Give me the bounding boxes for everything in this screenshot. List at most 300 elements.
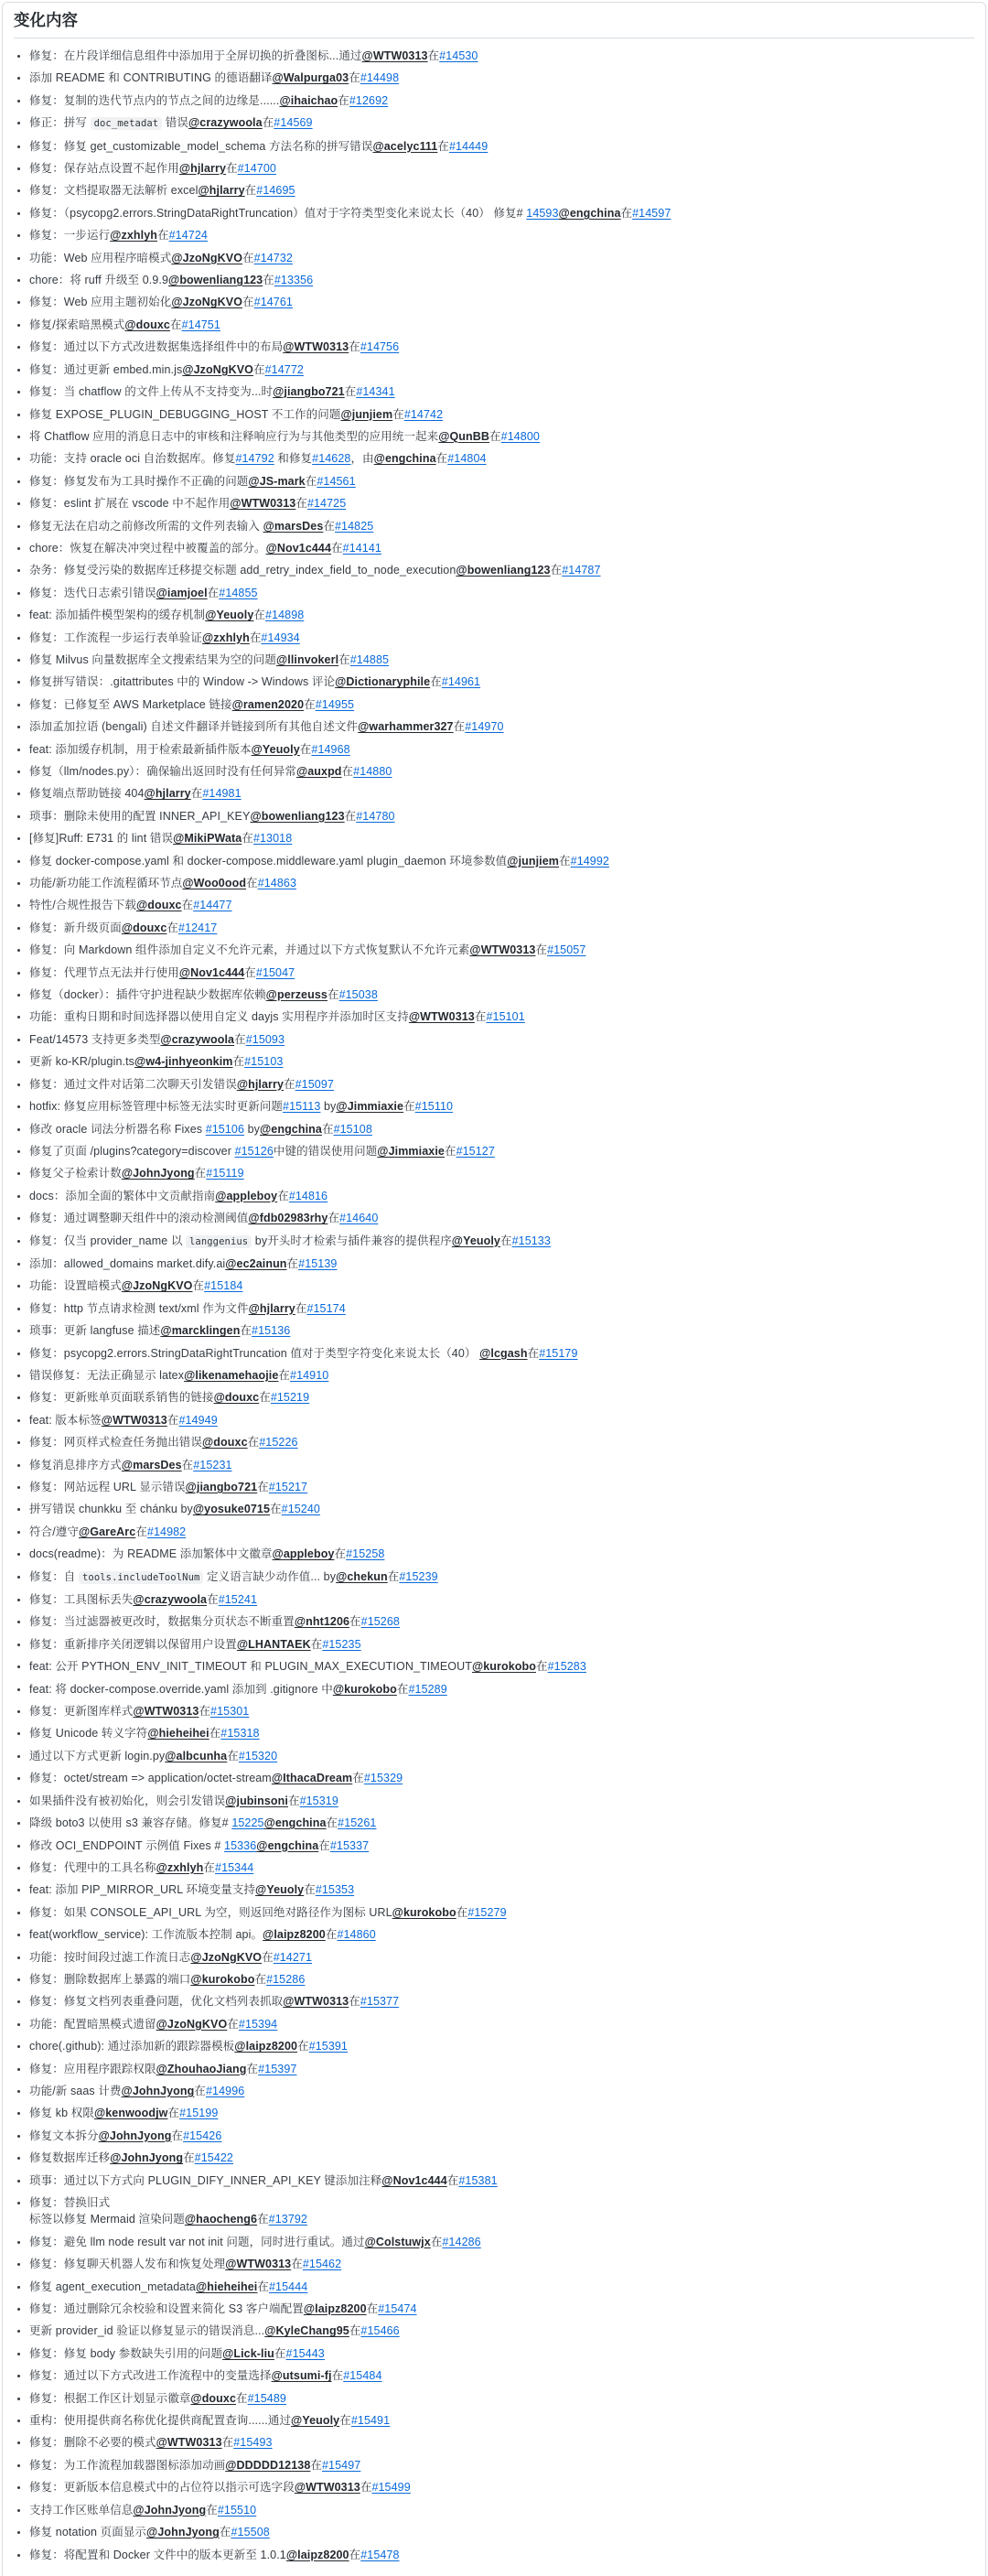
issue-link[interactable]: #14530 xyxy=(439,49,478,62)
user-link[interactable]: @WTW0313 xyxy=(133,1705,199,1719)
user-link[interactable]: @fdb02983rhy xyxy=(248,1212,328,1225)
user-link[interactable]: @llinvokerl xyxy=(275,652,339,666)
user-link[interactable]: @Jimmiaxie xyxy=(336,1100,404,1114)
issue-link[interactable]: #15422 xyxy=(194,2151,233,2165)
issue-link[interactable]: #15258 xyxy=(346,1547,385,1561)
change-text: 修复：迭代日志索引错误 xyxy=(29,586,156,599)
user-link[interactable]: @douxc xyxy=(135,899,182,912)
user-link[interactable]: @Yeuoly xyxy=(451,1234,500,1247)
user-link[interactable]: @engchina xyxy=(373,452,436,466)
user-link[interactable]: @yosuke0715 xyxy=(192,1503,271,1516)
user-link[interactable]: @Nov1c444 xyxy=(381,2173,447,2187)
user-link[interactable]: @crazywoola xyxy=(188,116,263,130)
user-link[interactable]: @JohnJyong xyxy=(110,2151,184,2165)
user-link[interactable]: @nht1206 xyxy=(294,1615,350,1629)
user-link[interactable]: @DDDDD12138 xyxy=(225,2458,311,2472)
user-link[interactable]: @Lick-liu xyxy=(222,2346,274,2360)
change-text: 修复：在片段详细信息组件中添加用于全屏切换的折叠图标...通过 xyxy=(29,49,362,62)
issue-link[interactable]: #15199 xyxy=(179,2107,219,2120)
user-link[interactable]: @Yeuoly xyxy=(255,1883,305,1897)
user-link[interactable]: @Yeuoly xyxy=(205,609,254,622)
change-item xyxy=(29,317,974,333)
user-link[interactable]: @ZhouhaoJiang xyxy=(156,2062,247,2075)
issue-link[interactable]: #14910 xyxy=(290,1368,329,1382)
change-item xyxy=(29,2256,974,2272)
issue-link[interactable]: #15108 xyxy=(333,1122,372,1136)
user-link[interactable]: @kurokobo xyxy=(190,1972,255,1986)
change-text: 在 xyxy=(221,2436,234,2450)
user-link[interactable]: @hjlarry xyxy=(236,1077,285,1091)
issue-link[interactable]: #14628 xyxy=(312,452,351,466)
issue-link[interactable]: #15179 xyxy=(539,1346,578,1360)
issue-link[interactable]: #15289 xyxy=(408,1682,447,1696)
user-link[interactable]: @WTW0313 xyxy=(156,2436,222,2450)
issue-link[interactable]: #14449 xyxy=(448,139,489,153)
issue-link[interactable]: #14949 xyxy=(178,1413,218,1427)
issue-link[interactable]: #15377 xyxy=(360,1995,400,2009)
issue-link[interactable]: #14961 xyxy=(441,675,481,689)
issue-link[interactable]: #14725 xyxy=(306,497,347,511)
issue-link[interactable]: #15261 xyxy=(338,1816,377,1830)
user-link[interactable]: @junjiem xyxy=(340,407,393,421)
user-link[interactable]: @lcgash xyxy=(479,1346,528,1360)
issue-link[interactable]: #15329 xyxy=(363,1772,403,1785)
change-text: 修复 docker-compose.yaml 和 docker-compose.middleware.yaml plugin_daemon 环境参数值 xyxy=(29,854,508,868)
issue-link[interactable]: #14597 xyxy=(632,206,671,220)
change-text: 在 xyxy=(489,429,501,443)
issue-link[interactable]: #15283 xyxy=(547,1660,586,1674)
issue-link[interactable]: #15489 xyxy=(247,2391,286,2405)
issue-link[interactable]: #14724 xyxy=(168,229,208,243)
change-item xyxy=(29,1277,974,1294)
user-link[interactable]: @appleboy xyxy=(272,1547,335,1561)
issue-link[interactable]: #13018 xyxy=(252,832,293,846)
issue-link[interactable]: #15508 xyxy=(231,2526,270,2539)
issue-link[interactable]: #15478 xyxy=(360,2548,400,2561)
user-link[interactable]: @engchina xyxy=(558,206,621,220)
issue-link[interactable]: #15474 xyxy=(378,2302,417,2316)
change-item xyxy=(29,205,974,221)
change-text: chore(.github): 通过添加新的跟踪器模板 xyxy=(29,2040,235,2053)
issue-link[interactable]: #15320 xyxy=(238,1749,278,1762)
change-text: 在 xyxy=(157,229,169,243)
issue-link[interactable]: 15336 xyxy=(224,1838,257,1852)
change-text: 在 xyxy=(247,1436,260,1450)
user-link[interactable]: @perzeuss xyxy=(265,988,328,1002)
change-text: 修复：重新排序关闭逻辑以保留用户设置 xyxy=(29,1637,237,1651)
change-item xyxy=(29,785,974,802)
change-text: 修复：复制的迭代节点内的节点之间的边缘是...... xyxy=(29,93,280,107)
user-link[interactable]: @IthacaDream xyxy=(271,1772,353,1785)
issue-link[interactable]: #14271 xyxy=(273,1950,313,1964)
change-item xyxy=(29,1681,974,1698)
user-link[interactable]: @bowenliang123 xyxy=(168,274,263,287)
user-link[interactable]: @Dictionaryphile xyxy=(335,675,431,689)
issue-link[interactable]: #13792 xyxy=(268,2213,307,2226)
issue-link[interactable]: #14880 xyxy=(353,765,392,778)
user-link[interactable]: @zxhlyh xyxy=(156,1860,204,1874)
issue-link[interactable]: #14996 xyxy=(206,2084,245,2097)
issue-link[interactable]: #15217 xyxy=(268,1481,308,1493)
issue-link[interactable]: #14772 xyxy=(264,362,304,376)
user-link[interactable]: @albcunha xyxy=(165,1749,228,1762)
user-link[interactable]: @JzoNgKVO xyxy=(190,1950,263,1964)
change-item xyxy=(29,674,974,690)
issue-link[interactable]: #15057 xyxy=(547,943,586,957)
issue-link[interactable]: #14860 xyxy=(337,1928,376,1942)
issue-link[interactable]: #15139 xyxy=(298,1256,338,1270)
issue-link[interactable]: #15286 xyxy=(266,1972,306,1986)
change-text: chore：将 ruff 升级至 0.9.9 xyxy=(29,274,169,287)
change-text: chore：恢复在解决冲突过程中被覆盖的部分。 xyxy=(29,541,266,555)
user-link[interactable]: @jubinsoni xyxy=(225,1794,288,1807)
change-text: 修复：代理中的工具名称 xyxy=(29,1860,156,1874)
change-text: docs(readme)：为 README 添加繁体中文徽章 xyxy=(29,1547,273,1561)
user-link[interactable]: @JzoNgKVO xyxy=(156,2017,228,2031)
issue-link[interactable]: #15093 xyxy=(245,1032,285,1046)
user-link[interactable]: @chekun xyxy=(336,1569,388,1583)
user-link[interactable]: @WTW0313 xyxy=(101,1413,167,1427)
change-item xyxy=(29,2323,974,2339)
issue-link[interactable]: #15443 xyxy=(285,2346,325,2360)
change-item xyxy=(29,114,974,132)
change-text: 修复：网页样式检查任务抛出错误 xyxy=(29,1436,203,1450)
issue-link[interactable]: #14477 xyxy=(193,899,232,912)
user-link[interactable]: @bowenliang123 xyxy=(456,564,551,577)
user-link[interactable]: @Nov1c444 xyxy=(178,965,245,979)
change-text: 在 xyxy=(190,787,203,801)
change-text: 在 xyxy=(349,340,360,354)
issue-link[interactable]: #14970 xyxy=(465,720,504,734)
issue-link[interactable]: #14732 xyxy=(253,251,293,264)
user-link[interactable]: @appleboy xyxy=(215,1189,278,1202)
issue-link[interactable]: #15219 xyxy=(270,1391,310,1405)
user-link[interactable]: @douxc xyxy=(121,921,167,934)
user-link[interactable]: @LHANTAEK xyxy=(236,1637,311,1651)
user-link[interactable]: @crazywoola xyxy=(160,1032,235,1046)
user-link[interactable]: @kurokobo xyxy=(471,1660,536,1674)
user-link[interactable]: @WTW0313 xyxy=(283,340,349,354)
user-link[interactable]: @JohnJyong xyxy=(133,2503,207,2517)
user-link[interactable]: @kurokobo xyxy=(332,1682,397,1696)
issue-link[interactable]: #15097 xyxy=(295,1077,334,1091)
user-link[interactable]: @marsDes xyxy=(263,519,324,533)
user-link[interactable]: @bowenliang123 xyxy=(250,809,345,823)
change-text: 修复（llm/nodes.py）：确保输出返回时没有任何异常 xyxy=(29,765,296,778)
issue-link[interactable]: #15497 xyxy=(322,2458,361,2472)
user-link[interactable]: @WTW0313 xyxy=(225,2258,292,2271)
issue-link[interactable]: #14742 xyxy=(403,407,444,421)
user-link[interactable]: @JzoNgKVO xyxy=(171,296,243,309)
user-link[interactable]: @JohnJyong xyxy=(121,2084,195,2097)
issue-link[interactable]: #14792 xyxy=(235,452,274,466)
change-item xyxy=(29,92,974,109)
change-item xyxy=(29,406,974,423)
issue-link[interactable]: #15184 xyxy=(204,1279,243,1293)
issue-link[interactable]: #15426 xyxy=(183,2129,222,2142)
user-link[interactable]: @douxc xyxy=(213,1391,260,1405)
issue-link[interactable]: #15231 xyxy=(193,1458,232,1471)
issue-link[interactable]: #14751 xyxy=(181,318,220,331)
issue-link[interactable]: #14787 xyxy=(562,564,601,577)
issue-link[interactable]: #15344 xyxy=(215,1860,254,1874)
user-link[interactable]: @Jimmiaxie xyxy=(377,1144,445,1158)
issue-link[interactable]: #15127 xyxy=(456,1144,495,1158)
change-item xyxy=(29,1412,974,1428)
change-text: 添加孟加拉语 (bengali) 自述文件翻译并链接到所有其他自述文件 xyxy=(29,720,359,734)
user-link[interactable]: @MikiPWata xyxy=(173,832,242,846)
user-link[interactable]: @douxc xyxy=(190,2391,237,2405)
issue-link[interactable]: #15047 xyxy=(255,965,295,979)
change-item xyxy=(29,1143,974,1159)
user-link[interactable]: @Yeuoly xyxy=(251,742,300,756)
issue-link[interactable]: #15491 xyxy=(350,2414,391,2428)
issue-link[interactable]: #14898 xyxy=(265,609,305,622)
user-link[interactable]: @Colstuwjx xyxy=(364,2235,431,2248)
user-link[interactable]: @hjlarry xyxy=(178,162,227,176)
issue-link[interactable]: #14955 xyxy=(315,697,355,711)
issue-link[interactable]: #15113 xyxy=(283,1100,321,1114)
user-link[interactable]: @JS-mark xyxy=(248,474,306,488)
change-item xyxy=(29,1165,974,1181)
user-link[interactable]: @haocheng6 xyxy=(184,2213,258,2226)
change-item xyxy=(29,718,974,735)
issue-link[interactable]: 14593 xyxy=(526,206,559,220)
issue-link[interactable]: #15126 xyxy=(234,1144,274,1158)
issue-link[interactable]: #15466 xyxy=(360,2324,400,2338)
user-link[interactable]: @junjiem xyxy=(507,854,560,868)
user-link[interactable]: @ec2ainun xyxy=(225,1256,287,1270)
user-link[interactable]: @WTW0313 xyxy=(230,497,296,511)
change-item xyxy=(29,2547,974,2563)
user-link[interactable]: @jiangbo721 xyxy=(273,385,345,399)
user-link[interactable]: @ihaichao xyxy=(279,93,338,107)
issue-link[interactable]: #15101 xyxy=(486,1010,525,1024)
user-link[interactable]: @acelyc111 xyxy=(372,139,438,153)
change-text: 修复：代理节点无法并行使用 xyxy=(29,965,179,979)
user-link[interactable]: @crazywoola xyxy=(133,1593,208,1607)
user-link[interactable]: @JzoNgKVO xyxy=(171,251,243,264)
issue-link[interactable]: #13356 xyxy=(274,274,314,287)
change-item xyxy=(29,630,974,646)
issue-link[interactable]: #14695 xyxy=(256,184,295,198)
user-link[interactable]: @JohnJyong xyxy=(121,1167,195,1180)
user-link[interactable]: @zxhlyh xyxy=(110,229,157,243)
change-text: 功能：配置暗黑模式遗留 xyxy=(29,2017,156,2031)
issue-link[interactable]: #14640 xyxy=(339,1212,379,1225)
change-text: 在 xyxy=(437,139,449,153)
user-link[interactable]: @engchina xyxy=(256,1838,319,1852)
change-text: 修复：octet/stream => application/octet-stream xyxy=(29,1772,272,1785)
change-text: 降级 boto3 以使用 s3 兼容存储。修复# xyxy=(29,1816,232,1830)
issue-link[interactable]: #14885 xyxy=(349,652,390,666)
issue-link[interactable]: #14863 xyxy=(257,877,296,890)
change-text: 在 xyxy=(535,943,548,957)
issue-link[interactable]: #14498 xyxy=(360,71,400,85)
issue-link[interactable]: #12417 xyxy=(178,921,218,934)
user-link[interactable]: @hjlarry xyxy=(248,1301,295,1315)
issue-link[interactable]: #15319 xyxy=(299,1794,338,1807)
change-text: 修复：通过以下方式改进数据集选择组件中的布局 xyxy=(29,340,284,354)
issue-link[interactable]: #15268 xyxy=(360,1615,400,1629)
change-item xyxy=(29,1971,974,1988)
issue-link[interactable]: #15119 xyxy=(206,1167,244,1180)
issue-link[interactable]: #15493 xyxy=(233,2436,273,2450)
change-text: 错误 xyxy=(162,116,188,130)
user-link[interactable]: @hieheihei xyxy=(147,1727,209,1741)
issue-link[interactable]: #14992 xyxy=(570,854,609,868)
issue-link[interactable]: #14780 xyxy=(356,809,395,823)
user-link[interactable]: @warhammer327 xyxy=(358,720,454,734)
change-text: feat: 版本标签 xyxy=(29,1413,102,1427)
issue-link[interactable]: #14968 xyxy=(311,742,350,756)
user-link[interactable]: @laipz8200 xyxy=(234,2040,298,2053)
user-link[interactable]: @Walpurga03 xyxy=(272,71,349,85)
change-text: 在 xyxy=(334,1547,347,1561)
user-link[interactable]: @QunBB xyxy=(438,429,490,443)
issue-link[interactable]: #15444 xyxy=(268,2280,308,2293)
change-text: 修复：替换旧式 xyxy=(29,2196,111,2209)
issue-link[interactable]: #15353 xyxy=(315,1883,355,1897)
issue-link[interactable]: #15394 xyxy=(238,2017,278,2031)
change-text: 杂务：修复受污染的数据库迁移提交标题 add_retry_index_field_to_node_execution xyxy=(29,564,456,577)
change-text: 在 xyxy=(192,1279,205,1293)
issue-link[interactable]: #14981 xyxy=(202,787,242,801)
issue-link[interactable]: #14286 xyxy=(442,2235,481,2248)
user-link[interactable]: @WTW0313 xyxy=(469,943,536,957)
change-text: 通过以下方式更新 login.py xyxy=(29,1749,166,1762)
user-link[interactable]: @WTW0313 xyxy=(294,2481,360,2495)
change-item xyxy=(29,2105,974,2121)
user-link[interactable]: @auxpd xyxy=(295,765,342,778)
issue-link[interactable]: #15499 xyxy=(371,2481,411,2495)
change-text: 在 xyxy=(263,274,274,287)
user-link[interactable]: @Woo0ood xyxy=(182,877,247,890)
issue-link[interactable]: #15110 xyxy=(414,1100,454,1114)
issue-link[interactable]: #15462 xyxy=(302,2258,342,2271)
change-text: 在 xyxy=(259,1391,271,1405)
issue-link[interactable]: #14934 xyxy=(261,631,300,644)
change-item xyxy=(29,1904,974,1921)
change-text: 修复：修复 body 参数缺失引用的问题 xyxy=(29,2346,223,2360)
issue-link[interactable]: #15106 xyxy=(205,1122,245,1136)
issue-link[interactable]: 15225 xyxy=(231,1816,264,1830)
issue-link[interactable]: #12692 xyxy=(349,93,389,107)
change-item xyxy=(29,1838,974,1854)
issue-link[interactable]: #15484 xyxy=(343,2369,382,2383)
change-text: 在 xyxy=(219,2526,231,2539)
issue-link[interactable]: #15318 xyxy=(220,1727,260,1741)
user-link[interactable]: @w4-jinhyeonkim xyxy=(134,1055,233,1069)
change-item xyxy=(29,450,974,467)
user-link[interactable]: @KyleChang95 xyxy=(264,2324,349,2338)
user-link[interactable]: @WTW0313 xyxy=(283,1995,349,2009)
issue-link[interactable]: #14804 xyxy=(447,452,487,466)
user-link[interactable]: @utsumi-fj xyxy=(271,2369,332,2383)
change-text: 和修复 xyxy=(274,452,313,466)
user-link[interactable]: @JzoNgKVO xyxy=(182,362,253,376)
issue-link[interactable]: #14569 xyxy=(274,116,313,130)
issue-link[interactable]: #15279 xyxy=(467,1905,507,1919)
user-link[interactable]: @engchina xyxy=(260,1122,322,1136)
issue-link[interactable]: #15510 xyxy=(217,2503,257,2517)
user-link[interactable]: @jiangbo721 xyxy=(185,1481,258,1493)
change-text: 在 xyxy=(166,921,179,934)
issue-link[interactable]: #14561 xyxy=(317,474,356,488)
issue-link[interactable]: #14761 xyxy=(253,296,293,309)
user-link[interactable]: @kenwoodjw xyxy=(93,2107,168,2120)
issue-link[interactable]: #14825 xyxy=(335,519,374,533)
issue-link[interactable]: #15397 xyxy=(258,2062,297,2075)
user-link[interactable]: @hieheihei xyxy=(196,2280,258,2293)
user-link[interactable]: @laipz8200 xyxy=(263,1928,326,1942)
issue-link[interactable]: #15174 xyxy=(306,1301,346,1315)
issue-link[interactable]: #15391 xyxy=(308,2040,348,2053)
issue-link[interactable]: #14700 xyxy=(237,162,276,176)
issue-link[interactable]: #15226 xyxy=(259,1436,298,1450)
issue-link[interactable]: #15103 xyxy=(244,1055,284,1069)
issue-link[interactable]: #15038 xyxy=(338,988,378,1002)
user-link[interactable]: @Nov1c444 xyxy=(265,541,332,555)
issue-link[interactable]: #15136 xyxy=(252,1324,291,1338)
issue-link[interactable]: #15301 xyxy=(210,1705,250,1719)
change-text: 在 xyxy=(199,1705,211,1719)
issue-link[interactable]: #15240 xyxy=(281,1503,320,1516)
issue-link[interactable]: #15133 xyxy=(511,1234,551,1247)
user-link[interactable]: @JohnJyong xyxy=(146,2526,220,2539)
issue-link[interactable]: #14341 xyxy=(356,385,395,399)
user-link[interactable]: @engchina xyxy=(263,1816,327,1830)
user-link[interactable]: @zxhlyh xyxy=(202,631,250,644)
user-link[interactable]: @laipz8200 xyxy=(285,2548,349,2561)
issue-link[interactable]: #15235 xyxy=(322,1637,361,1651)
issue-link[interactable]: #14855 xyxy=(219,586,258,599)
change-text: 在 xyxy=(339,2414,351,2428)
user-link[interactable]: @ramen2020 xyxy=(231,697,305,711)
inline-code: doc_metadat xyxy=(91,117,163,130)
issue-link[interactable]: #15381 xyxy=(458,2173,498,2187)
issue-link[interactable]: #15337 xyxy=(329,1838,370,1852)
issue-link[interactable]: #14141 xyxy=(342,541,381,555)
user-link[interactable]: @marsDes xyxy=(121,1458,182,1471)
user-link[interactable]: @laipz8200 xyxy=(303,2302,367,2316)
change-text: 在 xyxy=(257,2280,269,2293)
change-item xyxy=(29,2457,974,2474)
user-link[interactable]: @kurokobo xyxy=(392,1905,456,1919)
issue-link[interactable]: #14756 xyxy=(360,340,400,354)
user-link[interactable]: @JohnJyong xyxy=(98,2129,172,2142)
user-link[interactable]: @WTW0313 xyxy=(408,1010,475,1024)
change-item xyxy=(29,1568,974,1586)
user-link[interactable]: @douxc xyxy=(124,318,170,331)
user-link[interactable]: @likenamehaojie xyxy=(184,1368,279,1382)
change-text: by开头时才检索与插件兼容的提供程序 xyxy=(252,1234,452,1247)
user-link[interactable]: @hjlarry xyxy=(198,184,245,198)
issue-link[interactable]: #14982 xyxy=(146,1525,187,1538)
user-link[interactable]: @GareArc xyxy=(78,1525,136,1538)
user-link[interactable]: @JzoNgKVO xyxy=(121,1279,193,1293)
user-link[interactable]: @douxc xyxy=(202,1436,248,1450)
user-link[interactable]: @marcklingen xyxy=(160,1324,241,1338)
issue-link[interactable]: #15239 xyxy=(399,1569,438,1583)
user-link[interactable]: @WTW0313 xyxy=(361,49,428,62)
issue-link[interactable]: #14816 xyxy=(288,1189,328,1202)
user-link[interactable]: @hjlarry xyxy=(144,787,191,801)
issue-link[interactable]: #14800 xyxy=(500,429,540,443)
issue-link[interactable]: #15241 xyxy=(218,1593,258,1607)
user-link[interactable]: @Yeuoly xyxy=(291,2414,340,2428)
user-link[interactable]: @iamjoel xyxy=(156,586,208,599)
